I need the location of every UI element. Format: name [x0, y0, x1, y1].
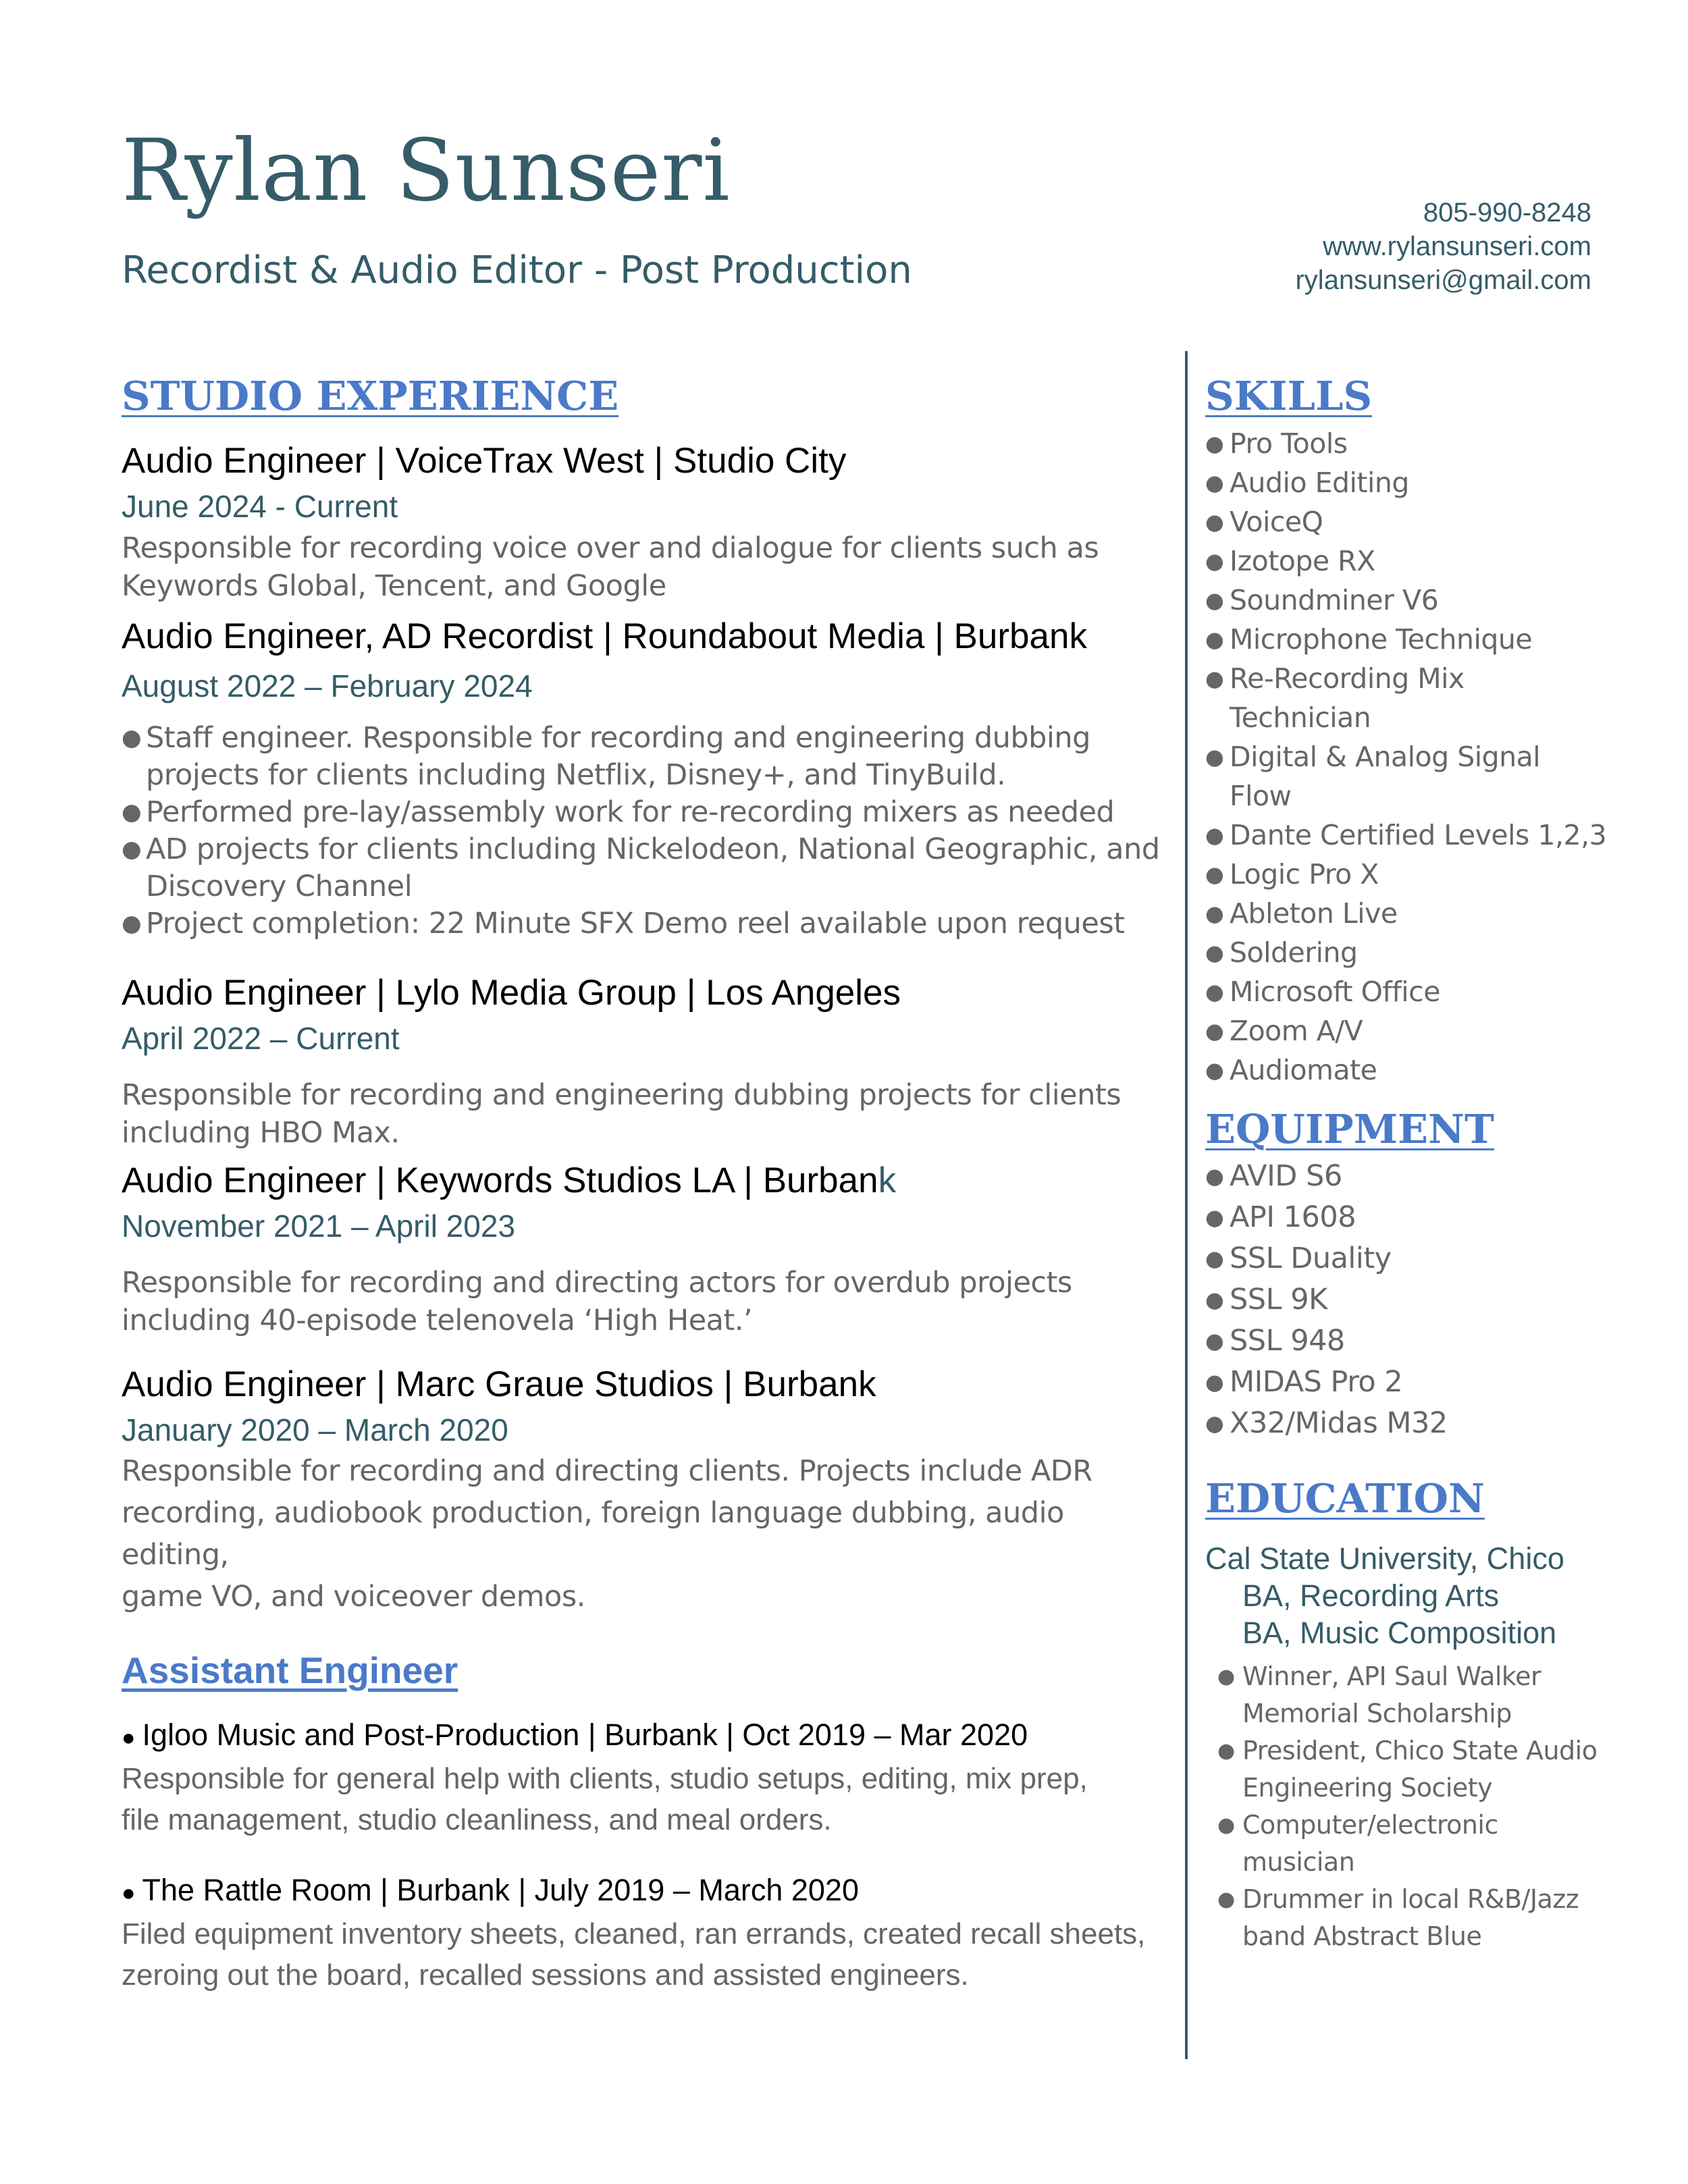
- skill-item: ● Zoom A/V: [1205, 1011, 1610, 1050]
- equipment-item: ● X32/Midas M32: [1205, 1403, 1610, 1444]
- job-description-line: game VO, and voiceover demos.: [122, 1580, 585, 1614]
- assistant-role: [122, 1870, 1175, 1996]
- skill-item: ● Soldering: [1205, 933, 1610, 972]
- candidate-name: Rylan Sunseri: [122, 121, 731, 220]
- job-entry: [122, 613, 1175, 942]
- job-description-line: Responsible for recording and directing clients. Projects include ADR: [122, 1454, 1092, 1488]
- equipment-item: ● MIDAS Pro 2: [1205, 1362, 1610, 1403]
- job-bullet: ● AD projects for clients including Nickelodeon, National Geographic, and Discovery Channel: [122, 831, 1175, 905]
- job-date: August 2022 – February 2024: [122, 668, 533, 703]
- job-title: Audio Engineer, AD Recordist | Roundabout Media | Burbank: [122, 616, 1087, 656]
- job-entry: [122, 1361, 1175, 1618]
- job-description-line: Keywords Global, Tencent, and Google: [122, 569, 666, 603]
- skill-item: ● Microphone Technique: [1205, 620, 1610, 659]
- assistant-role-title: ● Igloo Music and Post-Production | Burbank | Oct 2019 – Mar 2020: [122, 1717, 1028, 1752]
- assistant-role-description: zeroing out the board, recalled sessions and assisted engineers.: [122, 1959, 969, 1992]
- assistant-role-title: ● The Rattle Room | Burbank | July 2019 – March 2020: [122, 1873, 859, 1907]
- skill-item: ● Izotope RX: [1205, 541, 1610, 581]
- assistant-engineer-heading: Assistant Engineer: [122, 1649, 458, 1691]
- job-description-line: Responsible for recording voice over and dialogue for clients such as: [122, 531, 1099, 565]
- skill-item: ● Soundminer V6: [1205, 581, 1610, 620]
- skill-item: ● Ableton Live: [1205, 894, 1610, 933]
- job-entry: [122, 969, 1175, 1152]
- contact-website[interactable]: www.rylansunseri.com: [1323, 232, 1591, 261]
- job-date: January 2020 – March 2020: [122, 1412, 508, 1447]
- contact-email[interactable]: rylansunseri@gmail.com: [1295, 265, 1591, 295]
- column-divider: [1185, 351, 1188, 2059]
- equipment-item: ● SSL Duality: [1205, 1238, 1610, 1279]
- job-title: Audio Engineer | Marc Graue Studios | Burbank: [122, 1364, 876, 1404]
- equipment-item: ● SSL 948: [1205, 1321, 1610, 1362]
- job-entry: [122, 1157, 1175, 1339]
- education-item: ● Drummer in local R&B/Jazz band Abstract Blue: [1217, 1881, 1610, 1955]
- skills-heading: SKILLS: [1205, 373, 1373, 419]
- equipment-heading: EQUIPMENT: [1205, 1106, 1494, 1152]
- job-entry: [122, 437, 1175, 605]
- equipment-item: ● AVID S6: [1205, 1156, 1610, 1197]
- job-description-line: recording, audiobook production, foreign language dubbing, audio editing,: [122, 1496, 1064, 1572]
- skill-item: ● Pro Tools: [1205, 424, 1610, 463]
- skill-item: ● Audiomate: [1205, 1050, 1610, 1090]
- job-description-line: Responsible for recording and directing actors for overdub projects: [122, 1266, 1072, 1300]
- education-school: Cal State University, Chico: [1205, 1541, 1564, 1576]
- job-date: June 2024 - Current: [122, 489, 398, 524]
- assistant-role: [122, 1715, 1175, 1840]
- equipment-item: ● API 1608: [1205, 1197, 1610, 1238]
- job-description-line: including 40-episode telenovela ‘High Heat.’: [122, 1304, 753, 1337]
- job-date: November 2021 – April 2023: [122, 1208, 516, 1244]
- education-item: ● Winner, API Saul Walker Memorial Scholarship: [1217, 1658, 1610, 1732]
- education-item: ● President, Chico State Audio Engineering Society: [1217, 1732, 1610, 1807]
- assistant-role-description: file management, studio cleanliness, and meal orders.: [122, 1803, 832, 1836]
- assistant-role-description: Filed equipment inventory sheets, cleaned, ran errands, created recall sheets,: [122, 1917, 1146, 1950]
- equipment-item: ● SSL 9K: [1205, 1279, 1610, 1321]
- skill-item: ● Audio Editing: [1205, 463, 1610, 502]
- education-item: ● Computer/electronic musician: [1217, 1807, 1610, 1881]
- job-description-line: Responsible for recording and engineering dubbing projects for clients: [122, 1078, 1122, 1112]
- side-column: [1205, 370, 1610, 1955]
- job-bullet: ● Performed pre-lay/assembly work for re-recording mixers as needed: [122, 794, 1175, 831]
- education-degree: BA, Music Composition: [1242, 1616, 1557, 1650]
- education-heading: EDUCATION: [1205, 1475, 1485, 1522]
- skill-item: ● Microsoft Office: [1205, 972, 1610, 1011]
- job-bullets: [122, 720, 1175, 942]
- job-title: Audio Engineer | Keywords Studios LA | Burbank: [122, 1161, 897, 1200]
- skills-list: [1205, 424, 1610, 1090]
- job-bullet: ● Staff engineer. Responsible for recording and engineering dubbing projects for clients including Netflix, Disney+, and TinyBuild.: [122, 720, 1175, 794]
- skill-item: ● Re-Recording Mix Technician: [1205, 659, 1610, 737]
- job-bullet: ● Project completion: 22 Minute SFX Demo reel available upon request: [122, 905, 1175, 942]
- skill-item: ● Dante Certified Levels 1,2,3: [1205, 816, 1610, 855]
- education-degree: BA, Recording Arts: [1242, 1578, 1500, 1613]
- candidate-tagline: Recordist & Audio Editor - Post Production: [122, 248, 912, 292]
- job-date: April 2022 – Current: [122, 1021, 400, 1056]
- main-column: [122, 370, 1175, 1996]
- studio-experience-heading: STUDIO EXPERIENCE: [122, 373, 619, 419]
- skill-item: ● Logic Pro X: [1205, 855, 1610, 894]
- contact-block: [1295, 196, 1591, 297]
- job-title: Audio Engineer | VoiceTrax West | Studio City: [122, 441, 847, 481]
- contact-phone: 805-990-8248: [1423, 198, 1591, 228]
- skill-item: ● Digital & Analog Signal Flow: [1205, 737, 1610, 816]
- skill-item: ● VoiceQ: [1205, 502, 1610, 541]
- job-title: Audio Engineer | Lylo Media Group | Los Angeles: [122, 973, 901, 1013]
- job-description-line: including HBO Max.: [122, 1116, 400, 1150]
- equipment-list: [1205, 1156, 1610, 1444]
- assistant-role-description: Responsible for general help with clients, studio setups, editing, mix prep,: [122, 1762, 1088, 1795]
- education-list: [1205, 1658, 1610, 1955]
